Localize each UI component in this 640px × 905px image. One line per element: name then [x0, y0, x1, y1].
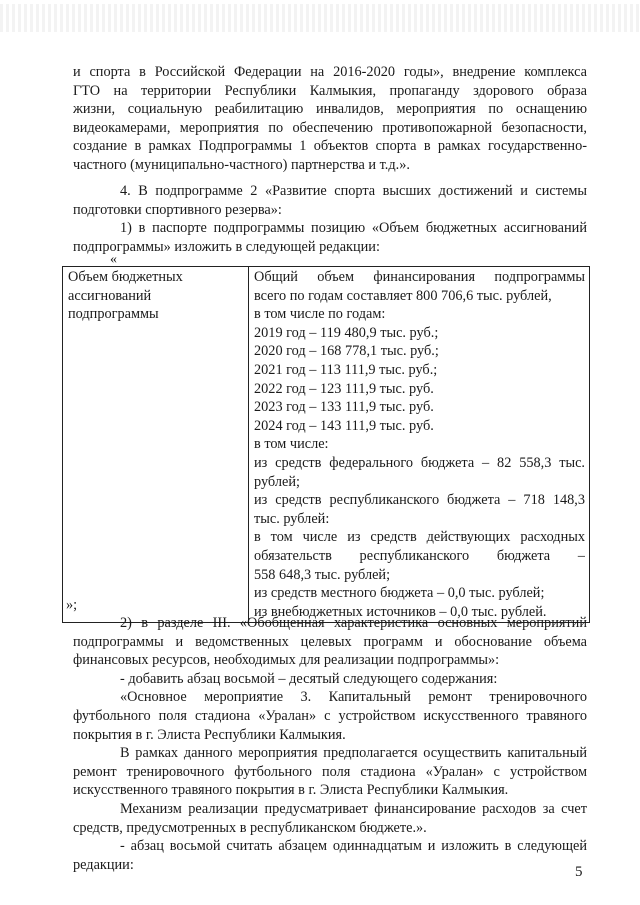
- text-line: ГТО на территории Республики Калмыкия, пропаганду здорового образа: [73, 82, 587, 99]
- text-line: ремонт тренировочного футбольного поля стадиона «Уралан» с устройством: [73, 763, 587, 780]
- text-line: - добавить абзац восьмой – десятый следующего содержания:: [120, 670, 498, 687]
- value-line: рублей;: [254, 473, 300, 490]
- section-4-heading: [73, 182, 587, 256]
- value-line: в том числе по годам:: [254, 306, 386, 323]
- label-line: ассигнований: [68, 287, 152, 304]
- text-line: создание в рамках Подпрограммы 1 объектов спорта в рамках государственно-: [73, 138, 587, 155]
- text-line: частного (муниципально-частного) партнерства и т.д.».: [73, 156, 410, 173]
- value-line: 2020 год – 168 778,1 тыс. руб.;: [254, 343, 439, 360]
- text-line: В рамках данного мероприятия предполагается осуществить капитальный: [120, 745, 587, 762]
- value-line: всего по годам составляет 800 706,6 тыс. рублей,: [254, 287, 552, 304]
- quote-close-mark: »;: [66, 597, 78, 613]
- value-line: обязательств республиканского бюджета –: [254, 547, 585, 564]
- text-line: редакции:: [73, 856, 134, 873]
- value-line: из средств республиканского бюджета – 718 148,3: [254, 492, 585, 509]
- text-line: покрытия в г. Элиста Республики Калмыкия.: [73, 726, 346, 743]
- section-2-paragraphs: [73, 614, 587, 874]
- text-line: футбольного поля стадиона «Уралан» с устройством искусственного травяного: [73, 707, 587, 724]
- value-line: из средств местного бюджета – 0,0 тыс. рублей;: [254, 585, 545, 602]
- text-line: Механизм реализации предусматривает финансирование расходов за счет: [120, 800, 587, 817]
- value-line: 2022 год – 123 111,9 тыс. руб.: [254, 380, 434, 397]
- text-line: «Основное мероприятие 3. Капитальный ремонт тренировочного: [120, 689, 587, 706]
- text-line: искусственного травяного покрытия в г. Элиста Республики Калмыкия.: [73, 782, 509, 799]
- text-line: подпрограммы и ведомственных целевых программ и обоснование объема: [73, 633, 587, 650]
- value-line: 2019 год – 119 480,9 тыс. руб.;: [254, 324, 439, 341]
- text-line: 4. В подпрограмме 2 «Развитие спорта высших достижений и системы: [120, 183, 587, 199]
- value-line: в том числе из средств действующих расходных: [254, 529, 585, 546]
- label-line: Объем бюджетных: [68, 269, 183, 285]
- value-line: из внебюджетных источников – 0,0 тыс. рублей.: [254, 603, 547, 620]
- intro-paragraph: [73, 63, 587, 175]
- value-line: в том числе:: [254, 436, 329, 453]
- value-line: 2021 год – 113 111,9 тыс. руб.;: [254, 361, 438, 378]
- page-number: 5: [575, 864, 583, 880]
- text-line: финансовых ресурсов, необходимых для реализации подпрограммы»:: [73, 652, 500, 669]
- text-line: жизни, социальную реабилитацию инвалидов, мероприятия по оснащению: [73, 101, 587, 118]
- table-value-cell: [249, 267, 590, 623]
- text-line: средств, предусмотренных в республиканском бюджете.».: [73, 819, 427, 836]
- table-row: [63, 267, 590, 623]
- text-line: подпрограммы» изложить в следующей редакции:: [73, 238, 380, 255]
- text-line: подготовки спортивного резерва»:: [73, 201, 282, 218]
- value-line: 558 648,3 тыс. рублей;: [254, 566, 391, 583]
- text-line: 2) в разделе III. «Обобщенная характеристика основных мероприятий: [120, 615, 587, 631]
- text-line: и спорта в Российской Федерации на 2016-2020 годы», внедрение комплекса: [73, 64, 587, 80]
- budget-table: [62, 266, 590, 623]
- value-line: 2024 год – 143 111,9 тыс. руб.: [254, 417, 434, 434]
- label-line: подпрограммы: [68, 306, 159, 323]
- value-line: из средств федерального бюджета – 82 558,3 тыс.: [254, 454, 585, 471]
- value-line: Общий объем финансирования подпрограммы: [254, 269, 585, 285]
- text-line: - абзац восьмой считать абзацем одиннадцатым и изложить в следующей: [120, 838, 587, 855]
- text-line: 1) в паспорте подпрограммы позицию «Объем бюджетных ассигнований: [120, 220, 587, 237]
- quote-open-mark: «: [110, 252, 117, 267]
- value-line: 2023 год – 133 111,9 тыс. руб.: [254, 399, 434, 416]
- text-line: видеокамерами, мероприятия по обеспечению противопожарной безопасности,: [73, 119, 587, 136]
- table-label-cell: [63, 267, 249, 623]
- value-line: тыс. рублей:: [254, 510, 330, 527]
